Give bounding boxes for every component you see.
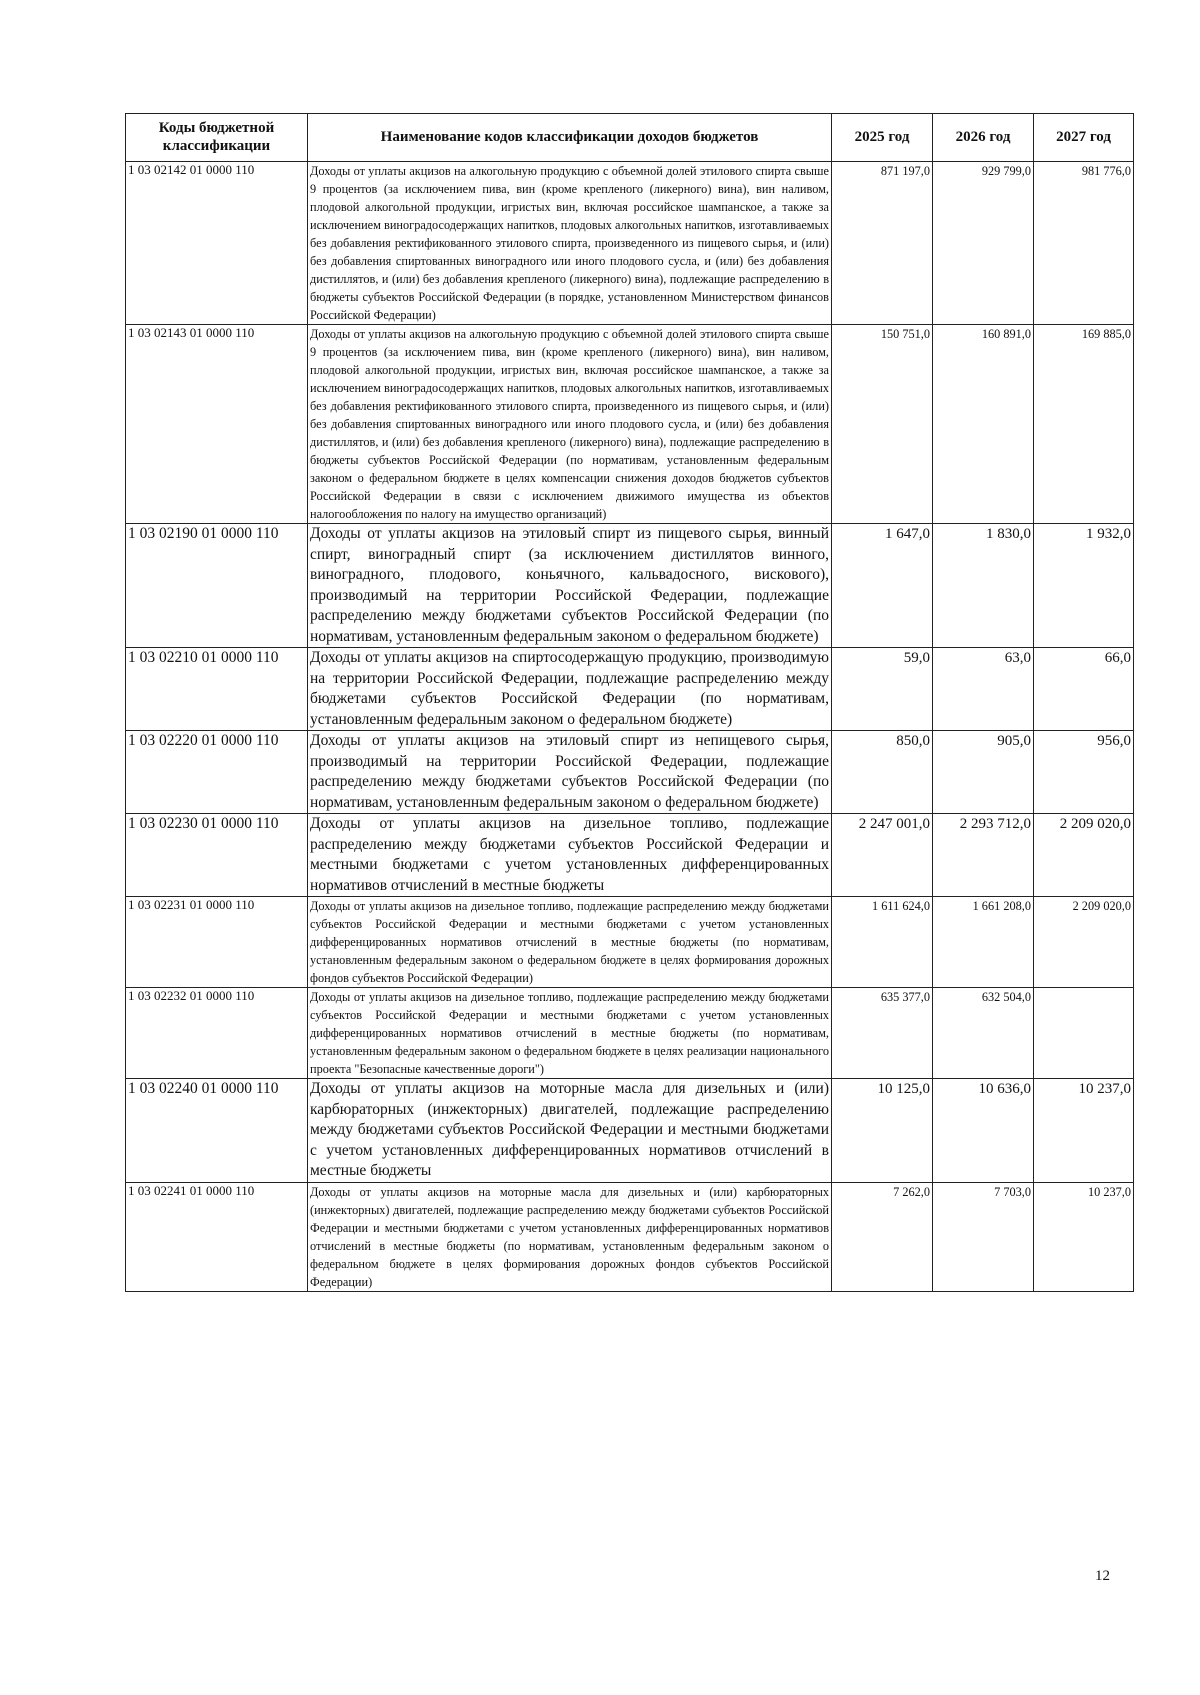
row-name: Доходы от уплаты акцизов на дизельное топливо, подлежащие распределению между бюджетами субъектов Российской Федерации и местными бюджетами с учетом установленных дифференцированных нормативов отчислений в местные бюджеты (по нормативам, установленным федеральным законом о федеральном бюджете в целях формирования дорожных фондов субъектов Российской Федерации) bbox=[308, 897, 832, 988]
row-name: Доходы от уплаты акцизов на дизельное топливо, подлежащие распределению между бюджетами субъектов Российской Федерации и местными бюджетами с учетом установленных дифференцированных нормативов отчислений в местные бюджеты bbox=[308, 814, 832, 897]
row-code: 1 03 02240 01 0000 110 bbox=[126, 1079, 308, 1183]
header-name: Наименование кодов классификации доходов бюджетов bbox=[308, 114, 832, 162]
row-value-2027 bbox=[1034, 988, 1134, 1079]
row-name: Доходы от уплаты акцизов на алкогольную продукцию с объемной долей этилового спирта свыше 9 процентов (за исключением пива, вин (кроме крепленого (ликерного) вина), вин наливом, плодовой алкогольной продукции, игристых вин, включая российское шампанское, а также за исключением виноградосодержащих напитков, плодовых алкогольных напитков, изготавливаемых без добавления ректификованного этилового спирта, произведенного из пищевого сырья, и (или) без добавления спиртованных виноградного или иного плодового сусла, и (или) без добавления дистиллятов, и (или) без добавления крепленого (ликерного) вина), подлежащие распределению в бюджеты субъектов Российской Федерации (по нормативам, установленным федеральным законом о федеральном бюджете в целях компенсации снижения доходов бюджетов субъектов Российской Федерации в связи с исключением движимого имущества из объектов налогообложения по налогу на имущество организаций) bbox=[308, 325, 832, 524]
row-value-2026: 63,0 bbox=[933, 648, 1034, 731]
table-row bbox=[126, 731, 1134, 814]
table-row bbox=[126, 988, 1134, 1079]
row-value-2025: 10 125,0 bbox=[832, 1079, 933, 1183]
row-value-2026: 2 293 712,0 bbox=[933, 814, 1034, 897]
row-value-2025: 150 751,0 bbox=[832, 325, 933, 524]
row-value-2026: 1 830,0 bbox=[933, 524, 1034, 648]
row-name: Доходы от уплаты акцизов на этиловый спирт из непищевого сырья, производимый на территории Российской Федерации, подлежащие распределению между бюджетами субъектов Российской Федерации (по нормативам, установленным федеральным законом о федеральном бюджете) bbox=[308, 731, 832, 814]
page-number: 12 bbox=[1095, 1568, 1110, 1584]
table-row bbox=[126, 162, 1134, 325]
header-code: Коды бюджетной классификации bbox=[126, 114, 308, 162]
row-name: Доходы от уплаты акцизов на моторные масла для дизельных и (или) карбюраторных (инжекторных) двигателей, подлежащие распределению между бюджетами субъектов Российской Федерации и местными бюджетами с учетом установленных дифференцированных нормативов отчислений в местные бюджеты (по нормативам, установленным федеральным законом о федеральном бюджете в целях формирования дорожных фондов субъектов Российской Федерации) bbox=[308, 1182, 832, 1291]
row-value-2027: 169 885,0 bbox=[1034, 325, 1134, 524]
header-2026: 2026 год bbox=[933, 114, 1034, 162]
row-value-2027: 10 237,0 bbox=[1034, 1182, 1134, 1291]
row-code: 1 03 02232 01 0000 110 bbox=[126, 988, 308, 1079]
row-value-2026: 929 799,0 bbox=[933, 162, 1034, 325]
row-code: 1 03 02143 01 0000 110 bbox=[126, 325, 308, 524]
row-name: Доходы от уплаты акцизов на алкогольную продукцию с объемной долей этилового спирта свыше 9 процентов (за исключением пива, вин (кроме крепленого (ликерного) вина), вин наливом, плодовой алкогольной продукции, игристых вин, включая российское шампанское, а также за исключением виноградосодержащих напитков, плодовых алкогольных напитков, изготавливаемых без добавления ректификованного этилового спирта, произведенного из пищевого сырья, и (или) без добавления спиртованных виноградного или иного плодового сусла, и (или) без добавления дистиллятов, и (или) без добавления крепленого (ликерного) вина), подлежащие распределению в бюджеты субъектов Российской Федерации (в порядке, установленном Министерством финансов Российской Федерации) bbox=[308, 162, 832, 325]
row-value-2027: 2 209 020,0 bbox=[1034, 897, 1134, 988]
row-name: Доходы от уплаты акцизов на дизельное топливо, подлежащие распределению между бюджетами субъектов Российской Федерации и местными бюджетами с учетом установленных дифференцированных нормативов отчислений в местные бюджеты (по нормативам, установленным федеральным законом о федеральном бюджете в целях реализации национального проекта "Безопасные качественные дороги") bbox=[308, 988, 832, 1079]
row-value-2027: 956,0 bbox=[1034, 731, 1134, 814]
row-code: 1 03 02220 01 0000 110 bbox=[126, 731, 308, 814]
table-header-row bbox=[126, 114, 1134, 162]
header-2027: 2027 год bbox=[1034, 114, 1134, 162]
row-value-2027: 1 932,0 bbox=[1034, 524, 1134, 648]
table-row bbox=[126, 814, 1134, 897]
row-value-2027: 66,0 bbox=[1034, 648, 1134, 731]
row-value-2026: 7 703,0 bbox=[933, 1182, 1034, 1291]
table-row bbox=[126, 325, 1134, 524]
row-value-2025: 871 197,0 bbox=[832, 162, 933, 325]
row-value-2026: 10 636,0 bbox=[933, 1079, 1034, 1183]
header-2025: 2025 год bbox=[832, 114, 933, 162]
row-name: Доходы от уплаты акцизов на моторные масла для дизельных и (или) карбюраторных (инжекторных) двигателей, подлежащие распределению между бюджетами субъектов Российской Федерации и местными бюджетами с учетом установленных дифференцированных нормативов отчислений в местные бюджеты bbox=[308, 1079, 832, 1183]
budget-income-table bbox=[125, 113, 1134, 1292]
table-row bbox=[126, 897, 1134, 988]
row-code: 1 03 02230 01 0000 110 bbox=[126, 814, 308, 897]
row-value-2025: 1 647,0 bbox=[832, 524, 933, 648]
row-value-2025: 850,0 bbox=[832, 731, 933, 814]
row-value-2025: 7 262,0 bbox=[832, 1182, 933, 1291]
row-name: Доходы от уплаты акцизов на спиртосодержащую продукцию, производимую на территории Российской Федерации, подлежащие распределению между бюджетами субъектов Российской Федерации (по нормативам, установленным федеральным законом о федеральном бюджете) bbox=[308, 648, 832, 731]
row-value-2027: 981 776,0 bbox=[1034, 162, 1134, 325]
row-value-2026: 632 504,0 bbox=[933, 988, 1034, 1079]
table-row bbox=[126, 648, 1134, 731]
row-code: 1 03 02142 01 0000 110 bbox=[126, 162, 308, 325]
row-code: 1 03 02190 01 0000 110 bbox=[126, 524, 308, 648]
row-value-2026: 905,0 bbox=[933, 731, 1034, 814]
table-row bbox=[126, 524, 1134, 648]
row-value-2025: 1 611 624,0 bbox=[832, 897, 933, 988]
row-value-2025: 2 247 001,0 bbox=[832, 814, 933, 897]
row-value-2026: 1 661 208,0 bbox=[933, 897, 1034, 988]
row-code: 1 03 02241 01 0000 110 bbox=[126, 1182, 308, 1291]
row-value-2027: 2 209 020,0 bbox=[1034, 814, 1134, 897]
row-code: 1 03 02231 01 0000 110 bbox=[126, 897, 308, 988]
table-row bbox=[126, 1079, 1134, 1183]
row-value-2026: 160 891,0 bbox=[933, 325, 1034, 524]
row-value-2027: 10 237,0 bbox=[1034, 1079, 1134, 1183]
row-code: 1 03 02210 01 0000 110 bbox=[126, 648, 308, 731]
row-value-2025: 59,0 bbox=[832, 648, 933, 731]
row-name: Доходы от уплаты акцизов на этиловый спирт из пищевого сырья, винный спирт, виноградный спирт (за исключением дистиллятов винного, виноградного, плодового, коньячного, кальвадосного, вискового), производимый на территории Российской Федерации, подлежащие распределению между бюджетами субъектов Российской Федерации (по нормативам, установленным федеральным законом о федеральном бюджете) bbox=[308, 524, 832, 648]
table-row bbox=[126, 1182, 1134, 1291]
row-value-2025: 635 377,0 bbox=[832, 988, 933, 1079]
